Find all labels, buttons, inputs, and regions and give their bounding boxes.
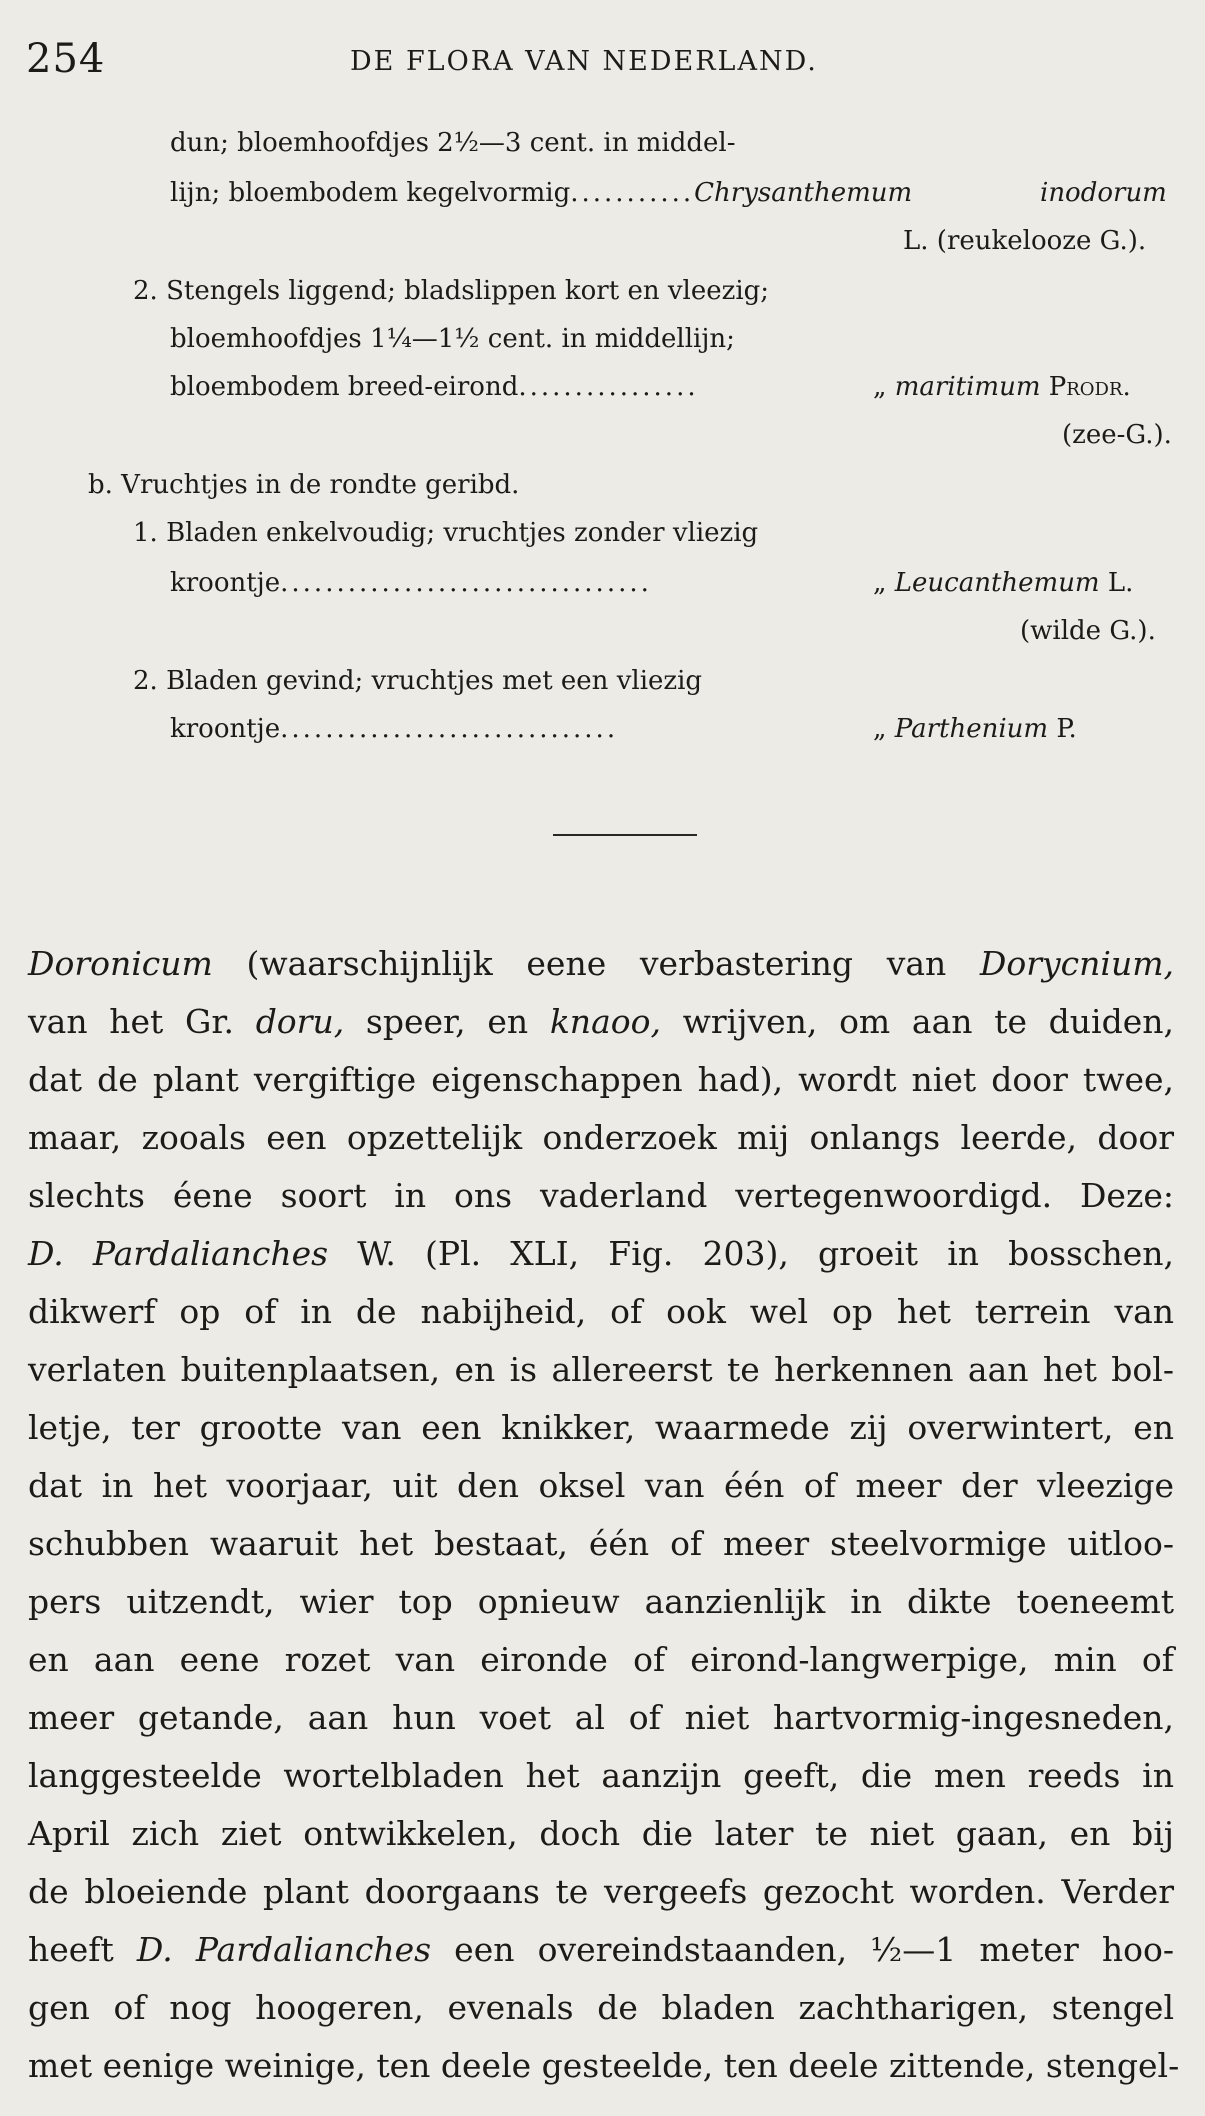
key-line: [88, 470, 519, 500]
key-text: L. (reukelooze G.).: [903, 226, 1147, 256]
text-line: meer getande, aan hun voet al of niet hartvormig-ingesneden,: [28, 1698, 1174, 1737]
text-line: dikwerf op of in de nabijheid, of ook wel op het terrein van: [28, 1292, 1174, 1331]
text-line: dat in het voorjaar, uit den oksel van één of meer der vleezige: [28, 1466, 1174, 1505]
text-line: [28, 996, 1174, 1048]
text-run: wrijven, om aan te duiden,: [660, 1002, 1175, 1041]
greek-word: doru,: [255, 1002, 345, 1041]
key-line: [133, 666, 702, 696]
key-text: kroontje: [170, 568, 281, 598]
text-run: (waarschijnlijk eene verbastering van: [212, 944, 980, 983]
ditto-mark: „: [873, 372, 887, 402]
key-line: [1020, 616, 1156, 646]
species-name: maritimum: [894, 372, 1041, 402]
ditto-mark: „: [873, 568, 887, 598]
leader-dots: ...........: [570, 178, 695, 208]
key-line-right: [873, 568, 1133, 598]
author-abbrev: Prodr.: [1048, 372, 1131, 402]
key-text: bloembodem breed-eirond: [170, 372, 519, 402]
key-line-right: [873, 714, 1077, 744]
ditto-mark: „: [873, 714, 887, 744]
key-line-right: [873, 372, 1131, 402]
key-line: [1062, 420, 1172, 450]
key-line: [133, 276, 769, 306]
text-line: [28, 938, 1174, 990]
text-run: W. (Pl. XLI, Fig. 203), groeit in bosschen,: [328, 1234, 1174, 1273]
leader-dots: ................: [518, 372, 699, 402]
text-line: en aan eene rozet van eironde of eirond-langwerpige, min of: [28, 1640, 1174, 1679]
key-line: [133, 518, 758, 548]
key-text: 2. Bladen gevind; vruchtjes met een vliezig: [133, 666, 703, 696]
text-line: [28, 1924, 1174, 1976]
text-line: langgesteelde wortelbladen het aanzijn geeft, die men reeds in: [28, 1756, 1174, 1795]
key-line: [170, 324, 735, 354]
text-run: speer, en: [344, 1002, 550, 1041]
key-line: [170, 568, 652, 598]
key-text: (zee-G.).: [1062, 420, 1172, 450]
key-text: b. Vruchtjes in de rondte geribd.: [88, 470, 520, 500]
text-line: maar, zooals een opzettelijk onderzoek mij onlangs leerde, door: [28, 1118, 1174, 1157]
author-abbrev: P.: [1056, 714, 1077, 744]
key-text: (wilde G.).: [1020, 616, 1156, 646]
section-divider: [553, 834, 697, 836]
key-line: [903, 226, 1146, 256]
genus-name: Doronicum: [28, 944, 213, 983]
key-line: [170, 178, 912, 208]
key-text: 2. Stengels liggend; bladslippen kort en vleezig;: [133, 276, 770, 306]
genus-name: Leucanthemum: [894, 568, 1100, 598]
key-text: kroontje: [170, 714, 281, 744]
text-run: een overeindstaanden, ½—1 meter hoo-: [431, 1930, 1174, 1969]
key-text: lijn; bloembodem kegelvormig: [170, 178, 571, 208]
text-line: slechts éene soort in ons vaderland vertegenwoordigd. Deze:: [28, 1176, 1174, 1215]
key-text: 1. Bladen enkelvoudig; vruchtjes zonder vliezig: [133, 518, 759, 548]
key-line-right: [1040, 178, 1167, 208]
text-line: gen of nog hoogeren, evenals de bladen zachtharigen, stengel: [28, 1988, 1174, 2027]
species-name: D. Pardalianches: [136, 1930, 432, 1969]
species-name: inodorum: [1040, 178, 1167, 208]
text-line: verlaten buitenplaatsen, en is allereerst te herkennen aan het bol-: [28, 1350, 1174, 1389]
text-line: [28, 1228, 1174, 1280]
key-line: [170, 128, 735, 158]
running-title: DE FLORA VAN NEDERLAND.: [350, 46, 818, 77]
key-line: [170, 372, 699, 402]
genus-name: Parthenium: [894, 714, 1049, 744]
genus-name: Chrysanthemum: [694, 178, 913, 208]
species-name: D. Pardalianches: [28, 1234, 329, 1273]
text-line: letje, ter grootte van een knikker, waarmede zij overwintert, en: [28, 1408, 1174, 1447]
text-run: heeft: [28, 1930, 137, 1969]
page-header: [26, 36, 1176, 86]
greek-word: knaoo,: [549, 1002, 661, 1041]
key-text: dun; bloemhoofdjes 2½—3 cent. in middel-: [170, 128, 736, 158]
genus-name: Dorycnium,: [979, 944, 1174, 983]
key-line: [170, 714, 618, 744]
page-number: 254: [26, 36, 106, 82]
text-line: April zich ziet ontwikkelen, doch die later te niet gaan, en bij: [28, 1814, 1174, 1853]
text-line: de bloeiende plant doorgaans te vergeefs gezocht worden. Verder: [28, 1872, 1174, 1911]
text-line: pers uitzendt, wier top opnieuw aanzienlijk in dikte toeneemt: [28, 1582, 1174, 1621]
author-abbrev: L.: [1107, 568, 1134, 598]
text-line: schubben waaruit het bestaat, één of meer steelvormige uitloo-: [28, 1524, 1174, 1563]
text-run: van het Gr.: [28, 1002, 256, 1041]
leader-dots: .................................: [280, 568, 652, 598]
leader-dots: ..............................: [280, 714, 619, 744]
text-line: dat de plant vergiftige eigenschappen had), wordt niet door twee,: [28, 1060, 1174, 1099]
key-text: bloemhoofdjes 1¼—1½ cent. in middellijn;: [170, 324, 735, 354]
text-line: met eenige weinige, ten deele gesteelde, ten deele zittende, stengel-: [28, 2046, 1180, 2085]
